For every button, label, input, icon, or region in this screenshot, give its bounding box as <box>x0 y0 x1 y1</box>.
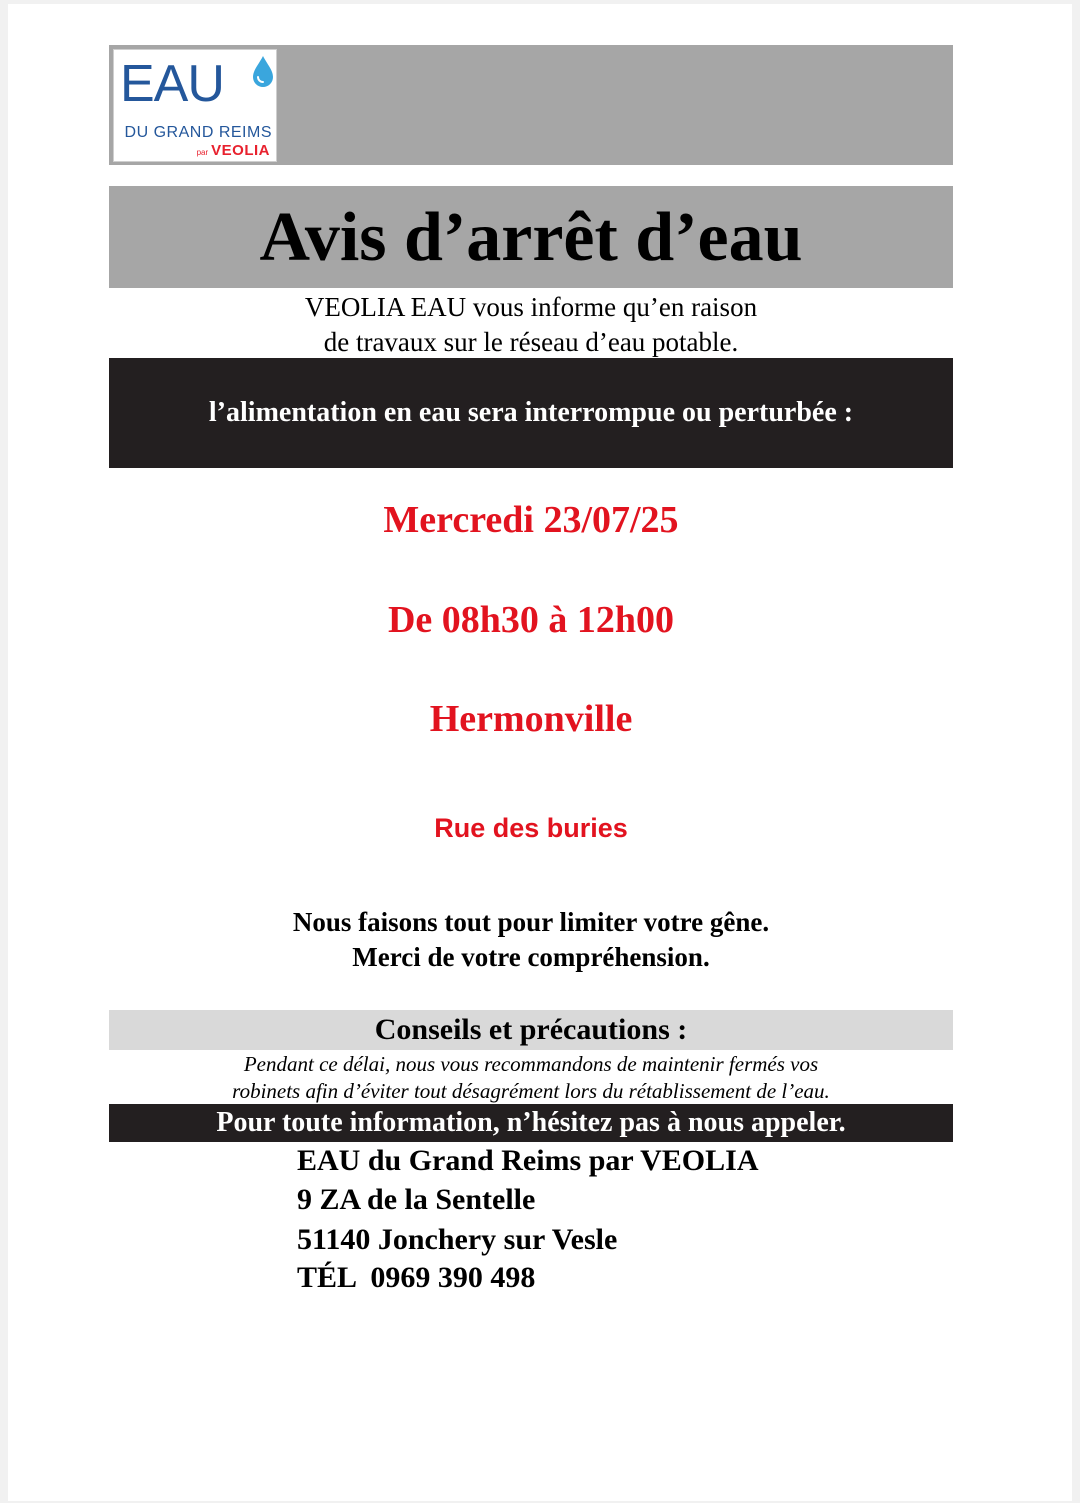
interruption-town: Hermonville <box>429 698 633 740</box>
interruption-time: De 08h30 à 12h00 <box>387 599 675 641</box>
contact-address-line-1: 9 ZA de la Sentelle <box>297 1183 536 1216</box>
logo-company-line <box>197 142 270 160</box>
logo-company-name: VEOLIA <box>211 142 270 159</box>
contact-address-line-2: 51140 Jonchery sur Vesle <box>297 1223 618 1256</box>
intro-text <box>109 290 953 360</box>
advice-title: Conseils et précautions : <box>374 1013 688 1046</box>
intro-line-2: de travaux sur le réseau d’eau potable. <box>323 327 739 357</box>
advice-line-2: robinets afin d’éviter tout désagrément lors du rétablissement de l’eau. <box>232 1079 830 1103</box>
interruption-street: Rue des buries <box>434 813 628 843</box>
thanks-line-2: Merci de votre compréhension. <box>352 942 710 972</box>
logo-par-text: par <box>196 148 209 157</box>
contact-phone: TÉL 0969 390 498 <box>297 1261 536 1294</box>
interruption-text: l’alimentation en eau sera interrompue ou perturbée : <box>208 397 854 428</box>
advice-line-1: Pendant ce délai, nous vous recommandons de maintenir fermés vos <box>243 1052 819 1076</box>
logo-brand-text: EAU <box>120 55 224 113</box>
contact-call-to-action: Pour toute information, n’hésitez pas à nous appeler. <box>216 1107 846 1138</box>
intro-line-1: VEOLIA EAU vous informe qu’en raison <box>304 292 758 322</box>
contact-company-name: EAU du Grand Reims par VEOLIA <box>297 1144 759 1177</box>
advice-text <box>109 1051 953 1105</box>
thanks-line-1: Nous faisons tout pour limiter votre gêne. <box>292 907 770 937</box>
thanks-text <box>109 905 953 975</box>
page-title: Avis d’arrêt d’eau <box>259 199 803 276</box>
interruption-date: Mercredi 23/07/25 <box>383 499 679 541</box>
water-drop-icon <box>248 54 278 88</box>
logo-subtitle: DU GRAND REIMS <box>124 124 272 141</box>
eau-grand-reims-logo <box>113 49 277 162</box>
